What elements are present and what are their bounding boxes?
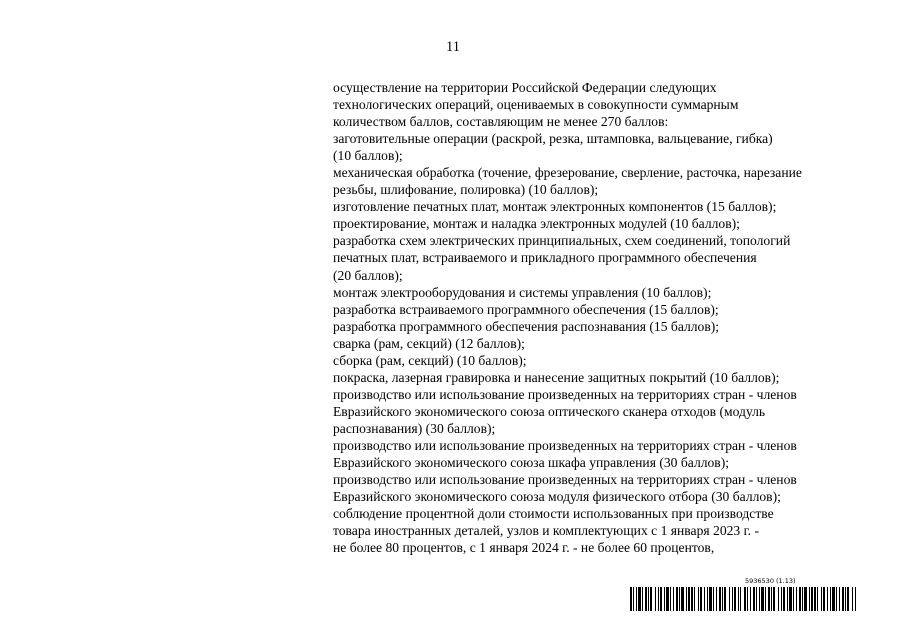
body-line: монтаж электрооборудования и системы управления (10 баллов); — [333, 284, 712, 300]
body-line: производство или использование произведенных на территориях стран - членов — [333, 472, 797, 488]
body-line: резьбы, шлифование, полировка) (10 баллов); — [333, 182, 599, 198]
body-line: производство или использование произведенных на территориях стран - членов — [333, 437, 797, 453]
body-line: (10 баллов); — [333, 148, 403, 164]
barcode-caption: 5936530 (1.13) — [745, 577, 796, 585]
body-line: Евразийского экономического союза модуля физического отбора (30 баллов); — [333, 489, 781, 505]
body-line: производство или использование произведенных на территориях стран - членов — [333, 386, 797, 402]
body-line: распознавания) (30 баллов); — [333, 420, 496, 436]
body-line: Евразийского экономического союза шкафа управления (30 баллов); — [333, 455, 730, 471]
body-line: сварка (рам, секций) (12 баллов); — [333, 335, 525, 351]
body-line: соблюдение процентной доли стоимости использованных при производстве — [333, 506, 774, 522]
body-line: количеством баллов, составляющим не менее 270 баллов: — [333, 114, 669, 130]
body-line: (20 баллов); — [333, 267, 403, 283]
body-line: разработка встраиваемого программного обеспечения (15 баллов); — [333, 301, 719, 317]
body-line: разработка программного обеспечения распознавания (15 баллов); — [333, 318, 720, 334]
body-line: товара иностранных деталей, узлов и комплектующих с 1 января 2023 г. - — [333, 523, 759, 539]
body-line: печатных плат, встраиваемого и прикладного программного обеспечения — [333, 250, 757, 266]
body-line: изготовление печатных плат, монтаж электронных компонентов (15 баллов); — [333, 199, 777, 215]
body-line: механическая обработка (точение, фрезерование, сверление, расточка, нарезание — [333, 165, 802, 181]
body-line: заготовительные операции (раскрой, резка, штамповка, вальцевание, гибка) — [333, 131, 773, 147]
body-line: Евразийского экономического союза оптического сканера отходов (модуль — [333, 403, 766, 419]
body-line: покраска, лазерная гравировка и нанесение защитных покрытий (10 баллов); — [333, 369, 780, 385]
body-line: не более 80 процентов, с 1 января 2024 г. - не более 60 процентов, — [333, 540, 715, 556]
body-line: осуществление на территории Российской Федерации следующих — [333, 80, 717, 95]
body-line: разработка схем электрических принципиальных, схем соединений, топологий — [333, 233, 791, 249]
body-line: технологических операций, оцениваемых в совокупности суммарным — [333, 97, 739, 113]
body-line: сборка (рам, секций) (10 баллов); — [333, 352, 527, 368]
barcode — [630, 587, 856, 611]
body-line: проектирование, монтаж и наладка электронных модулей (10 баллов); — [333, 216, 740, 232]
page-number: 11 — [446, 39, 460, 55]
document-body — [333, 79, 868, 556]
